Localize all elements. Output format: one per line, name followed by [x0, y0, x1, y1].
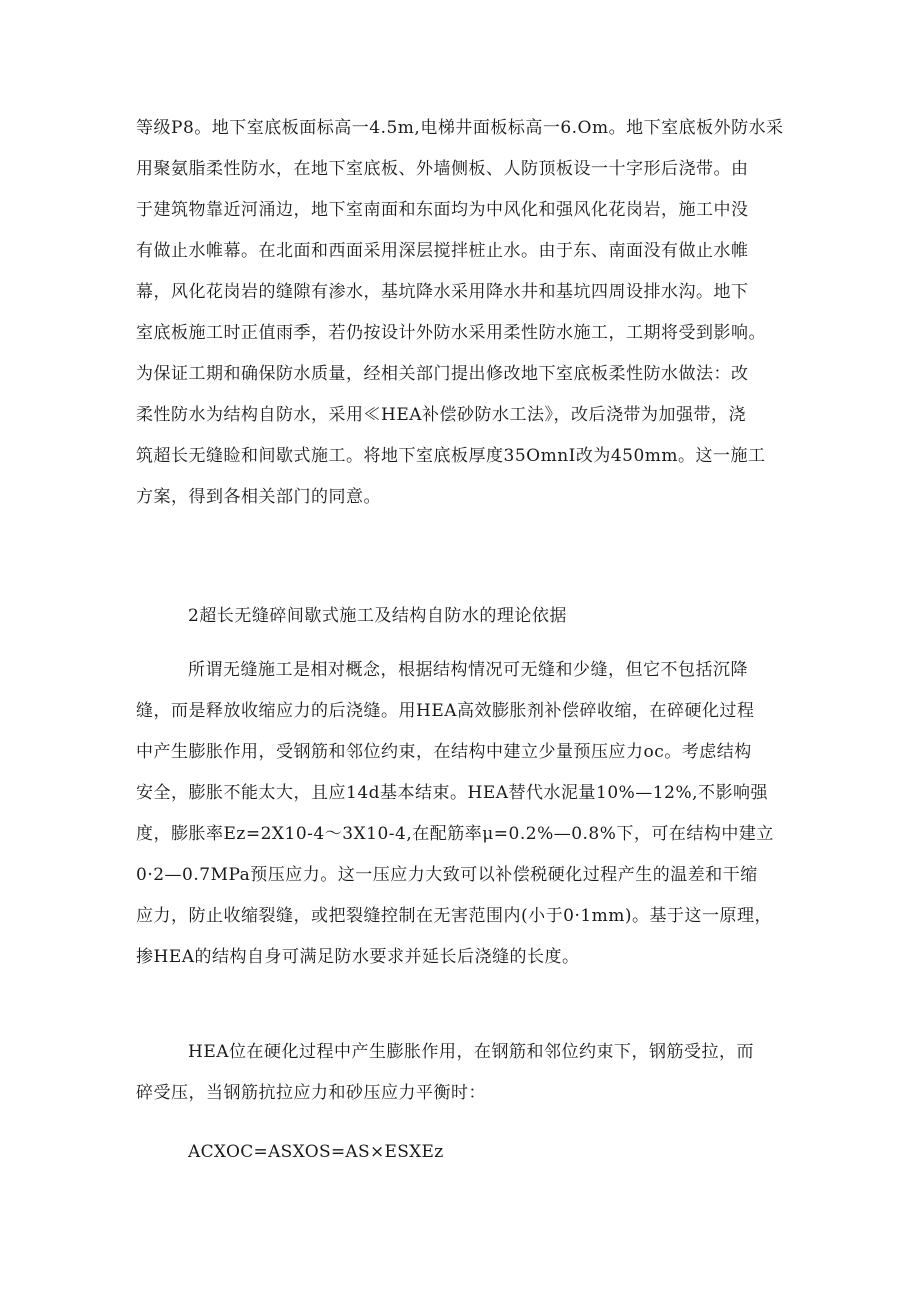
equation: ACXOC=ASXOS=AS×ESXEz — [188, 1142, 444, 1162]
text-line: 0·2—0.7MPa预压应力。这一压应力大致可以补偿税硬化过程产生的温差和干缩 — [136, 865, 758, 885]
paragraph-stress-balance — [136, 1032, 796, 1114]
section-heading: 2超长无缝碎间歇式施工及结构自防水的理论依据 — [188, 606, 567, 626]
text-line: 有做止水帷幕。在北面和西面采用深层搅拌桩止水。由于东、南面没有做止水帷 — [136, 241, 749, 261]
text-line: 等级P8。地下室底板面标高一4.5m,电梯井面板标高一6.Om。地下室底板外防水采 — [136, 118, 784, 138]
text-line: 碎受压，当钢筋抗拉应力和砂压应力平衡时： — [136, 1083, 486, 1103]
paragraph-project-description — [136, 108, 796, 518]
text-line: 为保证工期和确保防水质量，经相关部门提出修改地下室底板柔性防水做法：改 — [136, 364, 749, 384]
paragraph-theory — [136, 650, 796, 978]
text-line: 度，膨胀率Ez=2X10-4～3X10-4,在配筋率μ=0.2%—0.8%下，可在结构中建立 — [136, 824, 774, 844]
text-line: 筑超长无缝睑和间歇式施工。将地下室底板厚度35OmnI改为450mm。这一施工 — [136, 446, 766, 466]
text-line: 方案，得到各相关部门的同意。 — [136, 487, 381, 507]
text-line: 于建筑物靠近河涌边，地下室南面和东面均为中风化和强风化花岗岩，施工中没 — [136, 200, 749, 220]
text-line: 幕，风化花岗岩的缝隙有渗水，基坑降水采用降水井和基坑四周设排水沟。地下 — [136, 282, 749, 302]
text-line: 中产生膨胀作用，受钢筋和邻位约束，在结构中建立少量预压应力oc。考虑结构 — [136, 742, 752, 762]
text-line: 应力，防止收缩裂缝，或把裂缝控制在无害范围内(小于0·1mm)。基于这一原理， — [136, 906, 773, 926]
text-line: 柔性防水为结构自防水，采用≪HEA补偿砂防水工法》，改后浇带为加强带，浇 — [136, 405, 747, 425]
text-line: 用聚氨脂柔性防水，在地下室底板、外墙侧板、人防顶板设一十字形后浇带。由 — [136, 159, 749, 179]
text-line: 所谓无缝施工是相对概念，根据结构情况可无缝和少缝，但它不包括沉降 — [188, 660, 748, 680]
text-line: 安全，膨胀不能太大，且应14d基本结束。HEA替代水泥量10%—12%,不影响强 — [136, 783, 768, 803]
text-line: 掺HEA的结构自身可满足防水要求并延长后浇缝的长度。 — [136, 947, 580, 967]
text-line: 缝，而是释放收缩应力的后浇缝。用HEA高效膨胀剂补偿碎收缩，在碎硬化过程 — [136, 701, 755, 721]
text-line: 室底板施工时正值雨季，若仍按设计外防水采用柔性防水施工，工期将受到影响。 — [136, 323, 766, 343]
text-line: HEA位在硬化过程中产生膨胀作用，在钢筋和邻位约束下，钢筋受拉，而 — [188, 1042, 755, 1062]
